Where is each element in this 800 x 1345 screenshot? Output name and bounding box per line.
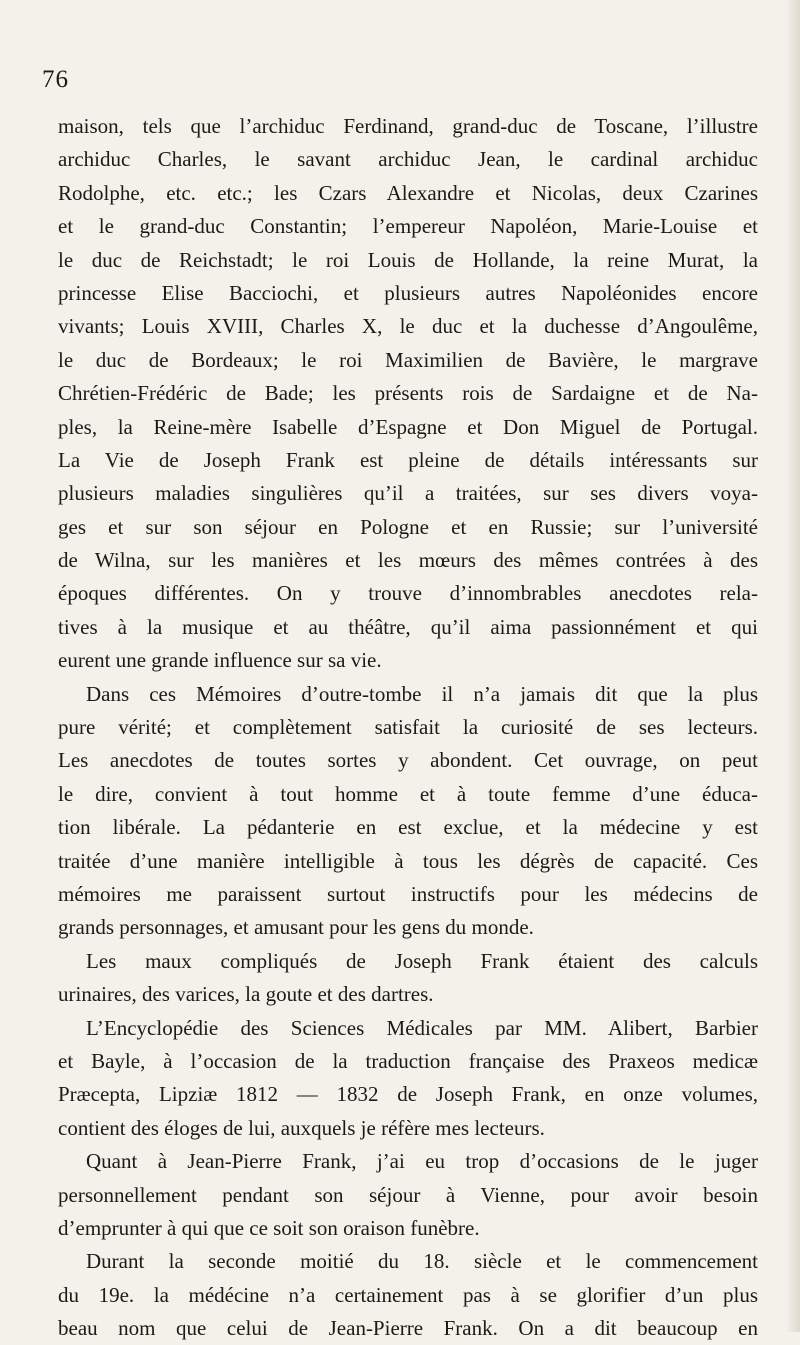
text-line: contient des éloges de lui, auxquels je réfère mes lecteurs. xyxy=(58,1115,545,1140)
text-line: de Wilna, sur les manières et les mœurs des mêmes contrées à des xyxy=(58,548,758,573)
text-line: personnellement pendant son séjour à Vienne, pour avoir besoin xyxy=(58,1182,758,1207)
text-line: Quant à Jean-Pierre Frank, j’ai eu trop d’occasions de le juger xyxy=(86,1149,758,1174)
body-text xyxy=(58,110,758,1345)
text-line: époques différentes. On y trouve d’innombrables anecdotes rela- xyxy=(58,581,758,606)
text-line: L’Encyclopédie des Sciences Médicales par MM. Alibert, Barbier xyxy=(86,1015,758,1040)
text-line: tives à la musique et au théâtre, qu’il aima passionnément et qui xyxy=(58,614,758,639)
text-line: ples, la Reine-mère Isabelle d’Espagne et Don Miguel de Portugal. xyxy=(58,414,758,439)
text-line: du 19e. la médécine n’a certainement pas à se glorifier d’un plus xyxy=(58,1282,758,1307)
text-line: Durant la seconde moitié du 18. siècle et le commencement xyxy=(86,1249,758,1274)
text-line: pure vérité; et complètement satisfait la curiosité de ses lecteurs. xyxy=(58,715,758,740)
text-line: eurent une grande influence sur sa vie. xyxy=(58,648,382,673)
text-line: plusieurs maladies singulières qu’il a traitées, sur ses divers voya- xyxy=(58,481,758,506)
text-line: le duc de Reichstadt; le roi Louis de Hollande, la reine Murat, la xyxy=(58,247,758,272)
text-line: ges et sur son séjour en Pologne et en Russie; sur l’université xyxy=(58,514,758,539)
text-line: tion libérale. La pédanterie en est exclue, et la médecine y est xyxy=(58,815,758,840)
text-line: et Bayle, à l’occasion de la traduction française des Praxeos medicæ xyxy=(58,1048,758,1073)
text-line: le duc de Bordeaux; le roi Maximilien de Bavière, le margrave xyxy=(58,347,758,372)
text-line: Les anecdotes de toutes sortes y abondent. Cet ouvrage, on peut xyxy=(58,748,758,773)
text-line: Les maux compliqués de Joseph Frank étaient des calculs xyxy=(86,948,758,973)
text-line: Præcepta, Lipziæ 1812 — 1832 de Joseph Frank, en onze volumes, xyxy=(58,1082,758,1107)
text-line: Rodolphe, etc. etc.; les Czars Alexandre et Nicolas, deux Czarines xyxy=(58,180,758,205)
text-line: vivants; Louis XVIII, Charles X, le duc et la duchesse d’Angoulême, xyxy=(58,314,758,339)
text-line: d’emprunter à qui que ce soit son oraison funèbre. xyxy=(58,1215,480,1240)
text-line: archiduc Charles, le savant archiduc Jean, le cardinal archiduc xyxy=(58,147,758,172)
page-number: 76 xyxy=(42,66,69,93)
text-line: Dans ces Mémoires d’outre-tombe il n’a jamais dit que la plus xyxy=(86,681,758,706)
page-edge-shadow xyxy=(786,0,800,1332)
text-line: et le grand-duc Constantin; l’empereur Napoléon, Marie-Louise et xyxy=(58,214,758,239)
text-line: grands personnages, et amusant pour les gens du monde. xyxy=(58,915,534,940)
text-line: urinaires, des varices, la goute et des dartres. xyxy=(58,982,434,1007)
text-line: maison, tels que l’archiduc Ferdinand, grand-duc de Toscane, l’illustre xyxy=(58,114,758,138)
text-line: Chrétien-Frédéric de Bade; les présents rois de Sardaigne et de Na- xyxy=(58,381,758,406)
text-line: La Vie de Joseph Frank est pleine de détails intéressants sur xyxy=(58,447,758,472)
text-line: beau nom que celui de Jean-Pierre Frank. On a dit beaucoup en xyxy=(58,1316,758,1341)
text-line: mémoires me paraissent surtout instructifs pour les médecins de xyxy=(58,881,758,906)
text-line: le dire, convient à tout homme et à toute femme d’une éduca- xyxy=(58,781,758,806)
text-line: princesse Elise Bacciochi, et plusieurs autres Napoléonides encore xyxy=(58,280,758,305)
text-line: traitée d’une manière intelligible à tous les dégrès de capacité. Ces xyxy=(58,848,758,873)
